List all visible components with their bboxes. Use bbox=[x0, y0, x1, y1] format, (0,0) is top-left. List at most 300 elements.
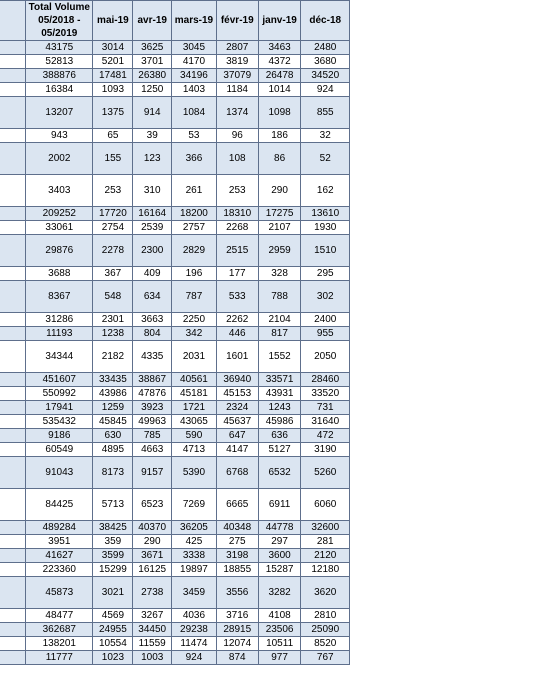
value-cell[interactable]: 34196 bbox=[172, 69, 217, 83]
table-row bbox=[0, 577, 350, 609]
table-row bbox=[0, 563, 350, 577]
value-cell[interactable]: 4663 bbox=[133, 443, 172, 457]
value-cell[interactable]: 49963 bbox=[133, 415, 172, 429]
table-row bbox=[0, 129, 350, 143]
value-cell[interactable]: 855 bbox=[301, 97, 350, 129]
row-label-cell[interactable] bbox=[0, 143, 26, 175]
value-cell[interactable]: 1601 bbox=[216, 341, 258, 373]
value-cell[interactable]: 253 bbox=[93, 175, 133, 207]
value-cell[interactable]: 162 bbox=[301, 175, 350, 207]
table-row bbox=[0, 489, 350, 521]
value-cell[interactable]: 6532 bbox=[258, 457, 301, 489]
value-cell[interactable]: 45637 bbox=[216, 415, 258, 429]
table-row bbox=[0, 457, 350, 489]
table-row bbox=[0, 207, 350, 221]
row-label-cell[interactable] bbox=[0, 341, 26, 373]
value-cell[interactable]: 43986 bbox=[93, 387, 133, 401]
value-cell[interactable]: 924 bbox=[301, 83, 350, 97]
value-cell[interactable]: 977 bbox=[258, 651, 301, 665]
value-cell[interactable]: 10554 bbox=[93, 637, 133, 651]
value-cell[interactable]: 33571 bbox=[258, 373, 301, 387]
value-cell[interactable]: 3620 bbox=[301, 577, 350, 609]
value-cell[interactable]: 155 bbox=[93, 143, 133, 175]
value-cell[interactable]: 2829 bbox=[172, 235, 217, 267]
value-cell[interactable]: 5201 bbox=[93, 55, 133, 69]
value-cell[interactable]: 914 bbox=[133, 97, 172, 129]
table-row bbox=[0, 387, 350, 401]
value-cell[interactable]: 43931 bbox=[258, 387, 301, 401]
value-cell[interactable]: 290 bbox=[258, 175, 301, 207]
value-cell[interactable]: 53 bbox=[172, 129, 217, 143]
value-cell[interactable]: 6665 bbox=[216, 489, 258, 521]
row-label-cell[interactable] bbox=[0, 373, 26, 387]
value-cell[interactable]: 13207 bbox=[26, 97, 93, 129]
value-cell[interactable]: 36205 bbox=[172, 521, 217, 535]
value-cell[interactable]: 489284 bbox=[26, 521, 93, 535]
value-cell[interactable]: 590 bbox=[172, 429, 217, 443]
value-cell[interactable]: 177 bbox=[216, 267, 258, 281]
value-cell[interactable]: 17941 bbox=[26, 401, 93, 415]
value-cell[interactable]: 5260 bbox=[301, 457, 350, 489]
value-cell[interactable]: 38425 bbox=[93, 521, 133, 535]
value-cell[interactable]: 2324 bbox=[216, 401, 258, 415]
row-label-cell[interactable] bbox=[0, 83, 26, 97]
row-label-cell[interactable] bbox=[0, 415, 26, 429]
value-cell[interactable]: 1014 bbox=[258, 83, 301, 97]
value-cell[interactable]: 36940 bbox=[216, 373, 258, 387]
value-cell[interactable]: 11559 bbox=[133, 637, 172, 651]
table-row bbox=[0, 373, 350, 387]
value-cell[interactable]: 23506 bbox=[258, 623, 301, 637]
value-cell[interactable]: 96 bbox=[216, 129, 258, 143]
value-cell[interactable]: 1375 bbox=[93, 97, 133, 129]
row-label-cell[interactable] bbox=[0, 207, 26, 221]
value-cell[interactable]: 2757 bbox=[172, 221, 217, 235]
table-row bbox=[0, 415, 350, 429]
value-cell[interactable]: 2262 bbox=[216, 313, 258, 327]
row-label-cell[interactable] bbox=[0, 69, 26, 83]
value-cell[interactable]: 138201 bbox=[26, 637, 93, 651]
row-label-cell[interactable] bbox=[0, 489, 26, 521]
value-cell[interactable]: 3403 bbox=[26, 175, 93, 207]
value-cell[interactable]: 4372 bbox=[258, 55, 301, 69]
value-cell[interactable]: 31640 bbox=[301, 415, 350, 429]
value-cell[interactable]: 186 bbox=[258, 129, 301, 143]
value-cell[interactable]: 817 bbox=[258, 327, 301, 341]
value-cell[interactable]: 4569 bbox=[93, 609, 133, 623]
value-cell[interactable]: 388876 bbox=[26, 69, 93, 83]
value-cell[interactable]: 636 bbox=[258, 429, 301, 443]
value-cell[interactable]: 2300 bbox=[133, 235, 172, 267]
value-cell[interactable]: 43175 bbox=[26, 41, 93, 55]
value-cell[interactable]: 5390 bbox=[172, 457, 217, 489]
value-cell[interactable]: 40561 bbox=[172, 373, 217, 387]
value-cell[interactable]: 533 bbox=[216, 281, 258, 313]
value-cell[interactable]: 19897 bbox=[172, 563, 217, 577]
value-cell[interactable]: 302 bbox=[301, 281, 350, 313]
value-cell[interactable]: 3267 bbox=[133, 609, 172, 623]
value-cell[interactable]: 4036 bbox=[172, 609, 217, 623]
value-cell[interactable]: 44778 bbox=[258, 521, 301, 535]
value-cell[interactable]: 785 bbox=[133, 429, 172, 443]
table-row bbox=[0, 535, 350, 549]
value-cell[interactable]: 1098 bbox=[258, 97, 301, 129]
value-cell[interactable]: 4335 bbox=[133, 341, 172, 373]
value-cell[interactable]: 2807 bbox=[216, 41, 258, 55]
value-cell[interactable]: 366 bbox=[172, 143, 217, 175]
value-cell[interactable]: 18310 bbox=[216, 207, 258, 221]
value-cell[interactable]: 26380 bbox=[133, 69, 172, 83]
row-label-cell[interactable] bbox=[0, 521, 26, 535]
value-cell[interactable]: 731 bbox=[301, 401, 350, 415]
value-cell[interactable]: 1259 bbox=[93, 401, 133, 415]
value-cell[interactable]: 9157 bbox=[133, 457, 172, 489]
value-cell[interactable]: 32 bbox=[301, 129, 350, 143]
value-cell[interactable]: 1403 bbox=[172, 83, 217, 97]
value-cell[interactable]: 48477 bbox=[26, 609, 93, 623]
header-fevr-19[interactable]: févr-19 bbox=[216, 1, 258, 41]
value-cell[interactable]: 2250 bbox=[172, 313, 217, 327]
value-cell[interactable]: 2104 bbox=[258, 313, 301, 327]
value-cell[interactable]: 281 bbox=[301, 535, 350, 549]
value-cell[interactable]: 787 bbox=[172, 281, 217, 313]
value-cell[interactable]: 3600 bbox=[258, 549, 301, 563]
value-cell[interactable]: 45153 bbox=[216, 387, 258, 401]
value-cell[interactable]: 924 bbox=[172, 651, 217, 665]
value-cell[interactable]: 359 bbox=[93, 535, 133, 549]
value-cell[interactable]: 2480 bbox=[301, 41, 350, 55]
value-cell[interactable]: 788 bbox=[258, 281, 301, 313]
value-cell[interactable]: 40348 bbox=[216, 521, 258, 535]
row-label-cell[interactable] bbox=[0, 267, 26, 281]
value-cell[interactable]: 630 bbox=[93, 429, 133, 443]
value-cell[interactable]: 550992 bbox=[26, 387, 93, 401]
row-label-cell[interactable] bbox=[0, 97, 26, 129]
value-cell[interactable]: 12074 bbox=[216, 637, 258, 651]
value-cell[interactable]: 3282 bbox=[258, 577, 301, 609]
value-cell[interactable]: 425 bbox=[172, 535, 217, 549]
value-cell[interactable]: 409 bbox=[133, 267, 172, 281]
value-cell[interactable]: 33435 bbox=[93, 373, 133, 387]
row-label-cell[interactable] bbox=[0, 235, 26, 267]
header-mars-19[interactable]: mars-19 bbox=[172, 1, 217, 41]
row-label-cell[interactable] bbox=[0, 41, 26, 55]
row-label-cell[interactable] bbox=[0, 55, 26, 69]
value-cell[interactable]: 8173 bbox=[93, 457, 133, 489]
value-cell[interactable]: 5127 bbox=[258, 443, 301, 457]
value-cell[interactable]: 3463 bbox=[258, 41, 301, 55]
value-cell[interactable]: 3045 bbox=[172, 41, 217, 55]
value-cell[interactable]: 15299 bbox=[93, 563, 133, 577]
value-cell[interactable]: 1250 bbox=[133, 83, 172, 97]
value-cell[interactable]: 290 bbox=[133, 535, 172, 549]
value-cell[interactable]: 767 bbox=[301, 651, 350, 665]
value-cell[interactable]: 31286 bbox=[26, 313, 93, 327]
value-cell[interactable]: 3923 bbox=[133, 401, 172, 415]
value-cell[interactable]: 45181 bbox=[172, 387, 217, 401]
value-cell[interactable]: 446 bbox=[216, 327, 258, 341]
header-janv-19[interactable]: janv-19 bbox=[258, 1, 301, 41]
value-cell[interactable]: 25090 bbox=[301, 623, 350, 637]
value-cell[interactable]: 2050 bbox=[301, 341, 350, 373]
value-cell[interactable]: 16384 bbox=[26, 83, 93, 97]
value-cell[interactable]: 223360 bbox=[26, 563, 93, 577]
value-cell[interactable]: 34344 bbox=[26, 341, 93, 373]
value-cell[interactable]: 342 bbox=[172, 327, 217, 341]
table-row bbox=[0, 267, 350, 281]
value-cell[interactable]: 3680 bbox=[301, 55, 350, 69]
value-cell[interactable]: 3021 bbox=[93, 577, 133, 609]
row-label-cell[interactable] bbox=[0, 401, 26, 415]
value-cell[interactable]: 16164 bbox=[133, 207, 172, 221]
value-cell[interactable]: 1374 bbox=[216, 97, 258, 129]
row-label-cell[interactable] bbox=[0, 221, 26, 235]
value-cell[interactable]: 9186 bbox=[26, 429, 93, 443]
row-label-cell[interactable] bbox=[0, 313, 26, 327]
value-cell[interactable]: 18200 bbox=[172, 207, 217, 221]
value-cell[interactable]: 47876 bbox=[133, 387, 172, 401]
header-dec-18[interactable]: déc-18 bbox=[301, 1, 350, 41]
value-cell[interactable]: 1184 bbox=[216, 83, 258, 97]
value-cell[interactable]: 6523 bbox=[133, 489, 172, 521]
value-cell[interactable]: 2107 bbox=[258, 221, 301, 235]
value-cell[interactable]: 310 bbox=[133, 175, 172, 207]
value-cell[interactable]: 45986 bbox=[258, 415, 301, 429]
row-label-cell[interactable] bbox=[0, 651, 26, 665]
row-label-cell[interactable] bbox=[0, 637, 26, 651]
value-cell[interactable]: 634 bbox=[133, 281, 172, 313]
value-cell[interactable]: 34450 bbox=[133, 623, 172, 637]
value-cell[interactable]: 367 bbox=[93, 267, 133, 281]
value-cell[interactable]: 3688 bbox=[26, 267, 93, 281]
row-label-cell[interactable] bbox=[0, 535, 26, 549]
value-cell[interactable]: 1930 bbox=[301, 221, 350, 235]
value-cell[interactable]: 253 bbox=[216, 175, 258, 207]
value-cell[interactable]: 3459 bbox=[172, 577, 217, 609]
value-cell[interactable]: 29238 bbox=[172, 623, 217, 637]
table-row bbox=[0, 69, 350, 83]
value-cell[interactable]: 3014 bbox=[93, 41, 133, 55]
value-cell[interactable]: 4170 bbox=[172, 55, 217, 69]
row-label-cell[interactable] bbox=[0, 281, 26, 313]
value-cell[interactable]: 2400 bbox=[301, 313, 350, 327]
value-cell[interactable]: 11777 bbox=[26, 651, 93, 665]
value-cell[interactable]: 2002 bbox=[26, 143, 93, 175]
value-cell[interactable]: 3338 bbox=[172, 549, 217, 563]
value-cell[interactable]: 8367 bbox=[26, 281, 93, 313]
value-cell[interactable]: 2959 bbox=[258, 235, 301, 267]
value-cell[interactable]: 1243 bbox=[258, 401, 301, 415]
value-cell[interactable]: 29876 bbox=[26, 235, 93, 267]
value-cell[interactable]: 955 bbox=[301, 327, 350, 341]
value-cell[interactable]: 33520 bbox=[301, 387, 350, 401]
value-cell[interactable]: 60549 bbox=[26, 443, 93, 457]
value-cell[interactable]: 28460 bbox=[301, 373, 350, 387]
table-row bbox=[0, 443, 350, 457]
value-cell[interactable]: 39 bbox=[133, 129, 172, 143]
header-mai-19[interactable]: mai-19 bbox=[93, 1, 133, 41]
value-cell[interactable]: 28915 bbox=[216, 623, 258, 637]
value-cell[interactable]: 34520 bbox=[301, 69, 350, 83]
value-cell[interactable]: 45845 bbox=[93, 415, 133, 429]
row-label-cell[interactable] bbox=[0, 429, 26, 443]
value-cell[interactable]: 43065 bbox=[172, 415, 217, 429]
row-label-cell[interactable] bbox=[0, 387, 26, 401]
table-row bbox=[0, 637, 350, 651]
value-cell[interactable]: 2031 bbox=[172, 341, 217, 373]
value-cell[interactable]: 275 bbox=[216, 535, 258, 549]
value-cell[interactable]: 11193 bbox=[26, 327, 93, 341]
value-cell[interactable]: 1552 bbox=[258, 341, 301, 373]
value-cell[interactable]: 12180 bbox=[301, 563, 350, 577]
value-cell[interactable]: 17481 bbox=[93, 69, 133, 83]
value-cell[interactable]: 2268 bbox=[216, 221, 258, 235]
table-row bbox=[0, 313, 350, 327]
value-cell[interactable]: 32600 bbox=[301, 521, 350, 535]
value-cell[interactable]: 874 bbox=[216, 651, 258, 665]
value-cell[interactable]: 41627 bbox=[26, 549, 93, 563]
value-cell[interactable]: 1023 bbox=[93, 651, 133, 665]
value-cell[interactable]: 2539 bbox=[133, 221, 172, 235]
table-row bbox=[0, 41, 350, 55]
row-label-cell[interactable] bbox=[0, 623, 26, 637]
value-cell[interactable]: 52813 bbox=[26, 55, 93, 69]
value-cell[interactable]: 3190 bbox=[301, 443, 350, 457]
value-cell[interactable]: 13610 bbox=[301, 207, 350, 221]
table-row bbox=[0, 83, 350, 97]
table-row bbox=[0, 651, 350, 665]
value-cell[interactable]: 2738 bbox=[133, 577, 172, 609]
value-cell[interactable]: 295 bbox=[301, 267, 350, 281]
value-cell[interactable]: 6768 bbox=[216, 457, 258, 489]
value-cell[interactable]: 17720 bbox=[93, 207, 133, 221]
value-cell[interactable]: 472 bbox=[301, 429, 350, 443]
value-cell[interactable]: 3625 bbox=[133, 41, 172, 55]
value-cell[interactable]: 943 bbox=[26, 129, 93, 143]
value-cell[interactable]: 2515 bbox=[216, 235, 258, 267]
value-cell[interactable]: 6911 bbox=[258, 489, 301, 521]
value-cell[interactable]: 16125 bbox=[133, 563, 172, 577]
row-label-cell[interactable] bbox=[0, 563, 26, 577]
value-cell[interactable]: 4147 bbox=[216, 443, 258, 457]
value-cell[interactable]: 10511 bbox=[258, 637, 301, 651]
value-cell[interactable]: 3198 bbox=[216, 549, 258, 563]
value-cell[interactable]: 1093 bbox=[93, 83, 133, 97]
value-cell[interactable]: 451607 bbox=[26, 373, 93, 387]
value-cell[interactable]: 3663 bbox=[133, 313, 172, 327]
header-avr-19[interactable]: avr-19 bbox=[133, 1, 172, 41]
value-cell[interactable]: 7269 bbox=[172, 489, 217, 521]
value-cell[interactable]: 45873 bbox=[26, 577, 93, 609]
value-cell[interactable]: 4895 bbox=[93, 443, 133, 457]
table-row bbox=[0, 549, 350, 563]
value-cell[interactable]: 3716 bbox=[216, 609, 258, 623]
value-cell[interactable]: 37079 bbox=[216, 69, 258, 83]
value-cell[interactable]: 362687 bbox=[26, 623, 93, 637]
table-row bbox=[0, 401, 350, 415]
value-cell[interactable]: 6060 bbox=[301, 489, 350, 521]
value-cell[interactable]: 4713 bbox=[172, 443, 217, 457]
row-label-cell[interactable] bbox=[0, 609, 26, 623]
value-cell[interactable]: 33061 bbox=[26, 221, 93, 235]
value-cell[interactable]: 2754 bbox=[93, 221, 133, 235]
table-row bbox=[0, 235, 350, 267]
value-cell[interactable]: 1510 bbox=[301, 235, 350, 267]
value-cell[interactable]: 647 bbox=[216, 429, 258, 443]
value-cell[interactable]: 38867 bbox=[133, 373, 172, 387]
value-cell[interactable]: 535432 bbox=[26, 415, 93, 429]
value-cell[interactable]: 3951 bbox=[26, 535, 93, 549]
value-cell[interactable]: 11474 bbox=[172, 637, 217, 651]
value-cell[interactable]: 8520 bbox=[301, 637, 350, 651]
value-cell[interactable]: 2278 bbox=[93, 235, 133, 267]
value-cell[interactable]: 24955 bbox=[93, 623, 133, 637]
value-cell[interactable]: 3671 bbox=[133, 549, 172, 563]
value-cell[interactable]: 2182 bbox=[93, 341, 133, 373]
value-cell[interactable]: 209252 bbox=[26, 207, 93, 221]
row-label-cell[interactable] bbox=[0, 457, 26, 489]
value-cell[interactable]: 108 bbox=[216, 143, 258, 175]
value-cell[interactable]: 1238 bbox=[93, 327, 133, 341]
header-total-volume[interactable]: Total Volume 05/2018 - 05/2019 bbox=[26, 1, 93, 41]
value-cell[interactable]: 297 bbox=[258, 535, 301, 549]
value-cell[interactable]: 2301 bbox=[93, 313, 133, 327]
row-label-cell[interactable] bbox=[0, 129, 26, 143]
row-label-cell[interactable] bbox=[0, 443, 26, 457]
value-cell[interactable]: 40370 bbox=[133, 521, 172, 535]
row-label-cell[interactable] bbox=[0, 175, 26, 207]
value-cell[interactable]: 1003 bbox=[133, 651, 172, 665]
value-cell[interactable]: 196 bbox=[172, 267, 217, 281]
value-cell[interactable]: 2120 bbox=[301, 549, 350, 563]
value-cell[interactable]: 91043 bbox=[26, 457, 93, 489]
value-cell[interactable]: 3599 bbox=[93, 549, 133, 563]
value-cell[interactable]: 84425 bbox=[26, 489, 93, 521]
value-cell[interactable]: 3819 bbox=[216, 55, 258, 69]
value-cell[interactable]: 328 bbox=[258, 267, 301, 281]
table-row bbox=[0, 341, 350, 373]
value-cell[interactable]: 26478 bbox=[258, 69, 301, 83]
value-cell[interactable]: 261 bbox=[172, 175, 217, 207]
row-label-cell[interactable] bbox=[0, 327, 26, 341]
table-row bbox=[0, 609, 350, 623]
table-row bbox=[0, 143, 350, 175]
table-row bbox=[0, 327, 350, 341]
value-cell[interactable]: 65 bbox=[93, 129, 133, 143]
table-row bbox=[0, 221, 350, 235]
value-cell[interactable]: 1721 bbox=[172, 401, 217, 415]
value-cell[interactable]: 123 bbox=[133, 143, 172, 175]
table-row bbox=[0, 623, 350, 637]
value-cell[interactable]: 17275 bbox=[258, 207, 301, 221]
header-label-column[interactable] bbox=[0, 1, 26, 41]
value-cell[interactable]: 52 bbox=[301, 143, 350, 175]
value-cell[interactable]: 2810 bbox=[301, 609, 350, 623]
table-row bbox=[0, 429, 350, 443]
value-cell[interactable]: 3556 bbox=[216, 577, 258, 609]
row-label-cell[interactable] bbox=[0, 577, 26, 609]
value-cell[interactable]: 5713 bbox=[93, 489, 133, 521]
row-label-cell[interactable] bbox=[0, 549, 26, 563]
value-cell[interactable]: 18855 bbox=[216, 563, 258, 577]
value-cell[interactable]: 1084 bbox=[172, 97, 217, 129]
value-cell[interactable]: 86 bbox=[258, 143, 301, 175]
value-cell[interactable]: 804 bbox=[133, 327, 172, 341]
value-cell[interactable]: 4108 bbox=[258, 609, 301, 623]
value-cell[interactable]: 15287 bbox=[258, 563, 301, 577]
value-cell[interactable]: 3701 bbox=[133, 55, 172, 69]
value-cell[interactable]: 548 bbox=[93, 281, 133, 313]
